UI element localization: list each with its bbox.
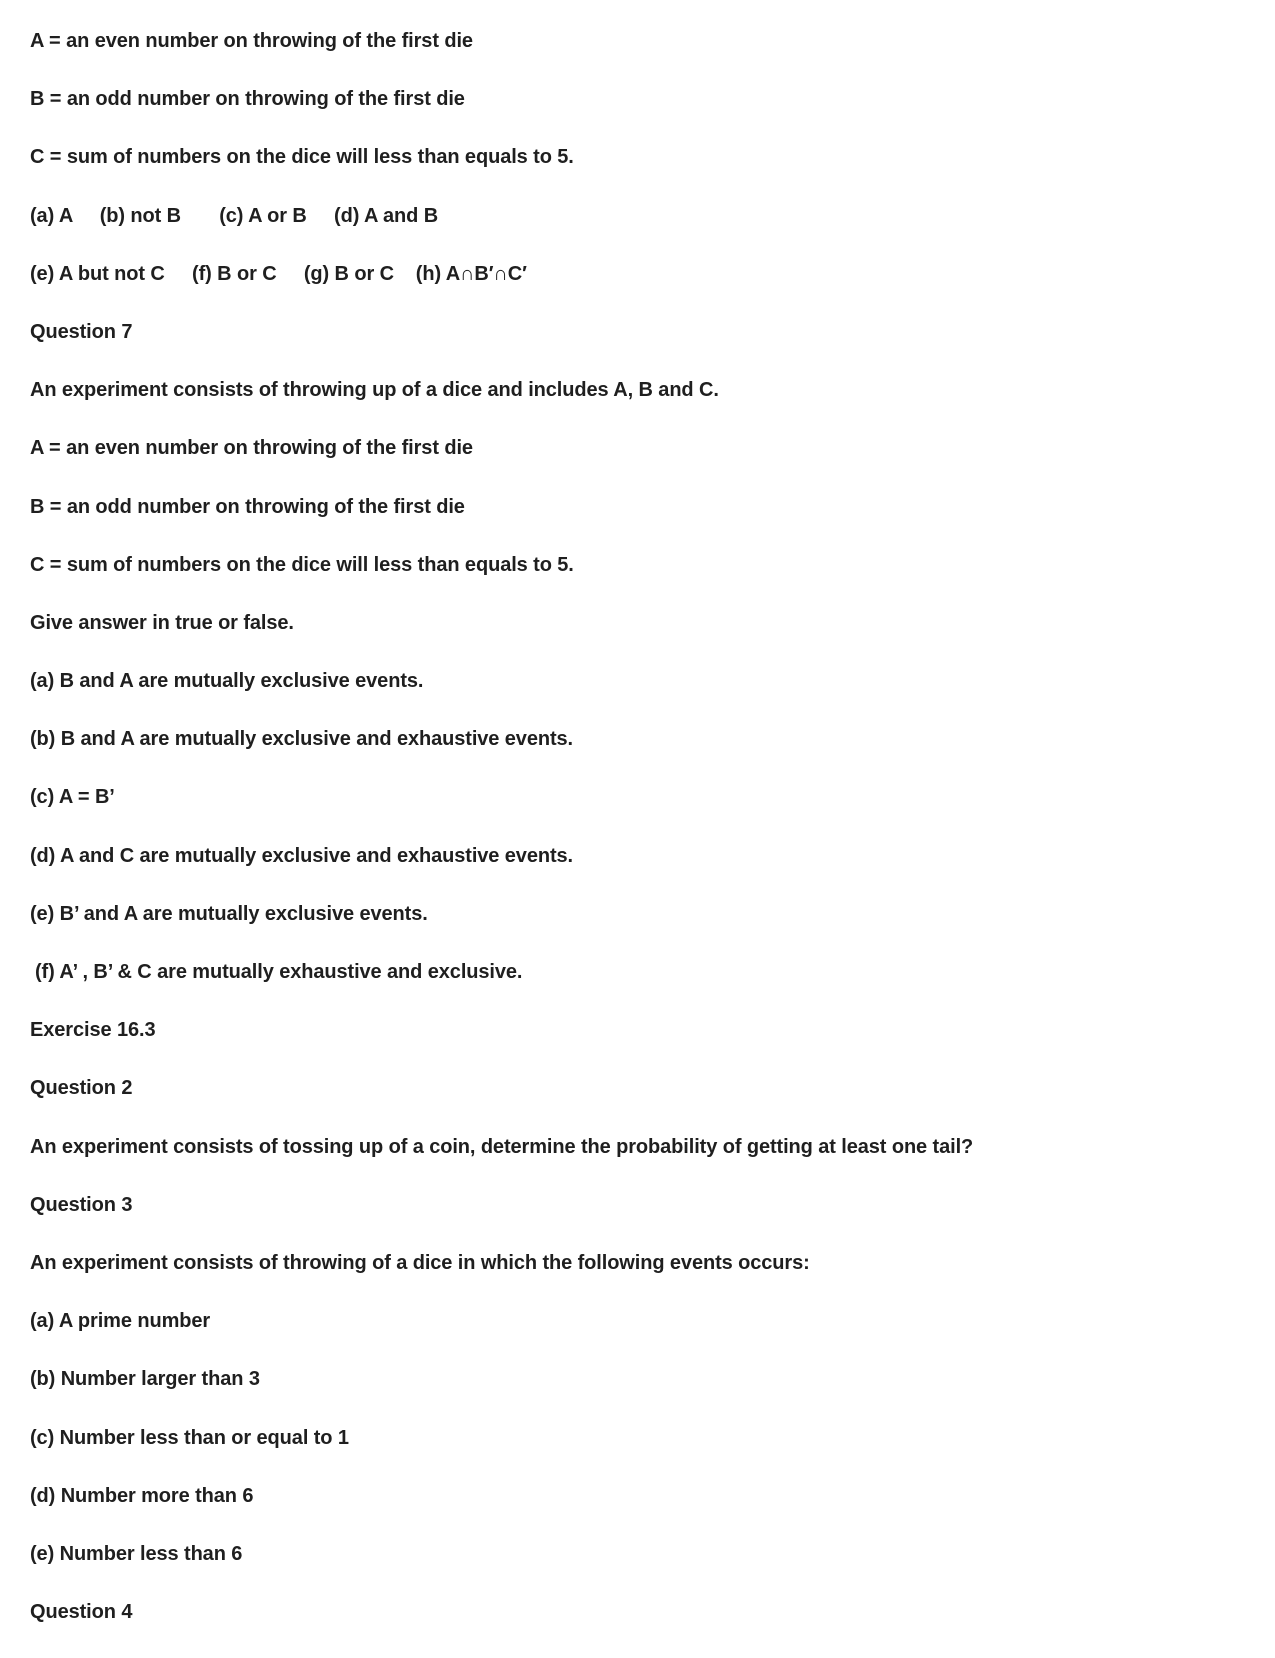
statement-c: (c) A = B’ <box>30 786 115 809</box>
sub-questions-a-d: (a) A (b) not B (c) A or B (d) A and B <box>30 204 439 227</box>
statement-e: (e) B’ and A are mutually exclusive events. <box>30 902 428 925</box>
option-e: (e) Number less than 6 <box>30 1542 243 1565</box>
question-7-heading: Question 7 <box>30 320 133 343</box>
statement-b: (b) B and A are mutually exclusive and exhaustive events. <box>30 728 574 751</box>
event-a-definition-q7: A = an even number on throwing of the first die <box>30 437 473 460</box>
event-b-definition: B = an odd number on throwing of the first die <box>30 88 465 111</box>
statement-f: (f) A’ , B’ & C are mutually exhaustive and exclusive. <box>35 961 523 983</box>
question-2-statement: An experiment consists of tossing up of a coin, determine the probability of getting at least one tail? <box>30 1135 974 1158</box>
question-2-heading: Question 2 <box>30 1077 133 1100</box>
statement-d: (d) A and C are mutually exclusive and exhaustive events. <box>30 844 574 867</box>
event-b-definition-q7: B = an odd number on throwing of the first die <box>30 495 465 518</box>
document-page <box>30 29 1230 1658</box>
question-7-statement: An experiment consists of throwing up of a dice and includes A, B and C. <box>30 379 719 402</box>
option-b: (b) Number larger than 3 <box>30 1368 260 1391</box>
event-c-definition: C = sum of numbers on the dice will less than equals to 5. <box>30 146 574 169</box>
option-d: (d) Number more than 6 <box>30 1484 254 1507</box>
sub-questions-e-h: (e) A but not C (f) B or C (g) B or C (h) A∩B′∩C′ <box>30 262 527 285</box>
event-a-definition: A = an even number on throwing of the first die <box>30 30 473 52</box>
statement-a: (a) B and A are mutually exclusive events. <box>30 670 424 693</box>
question-3-statement: An experiment consists of throwing of a dice in which the following events occurs: <box>30 1251 810 1274</box>
true-false-instruction: Give answer in true or false. <box>30 611 294 634</box>
question-4-heading: Question 4 <box>30 1601 133 1624</box>
exercise-heading: Exercise 16.3 <box>30 1019 156 1042</box>
event-c-definition-q7: C = sum of numbers on the dice will less than equals to 5. <box>30 553 574 576</box>
option-a: (a) A prime number <box>30 1310 211 1333</box>
question-3-heading: Question 3 <box>30 1193 133 1216</box>
option-c: (c) Number less than or equal to 1 <box>30 1426 349 1449</box>
